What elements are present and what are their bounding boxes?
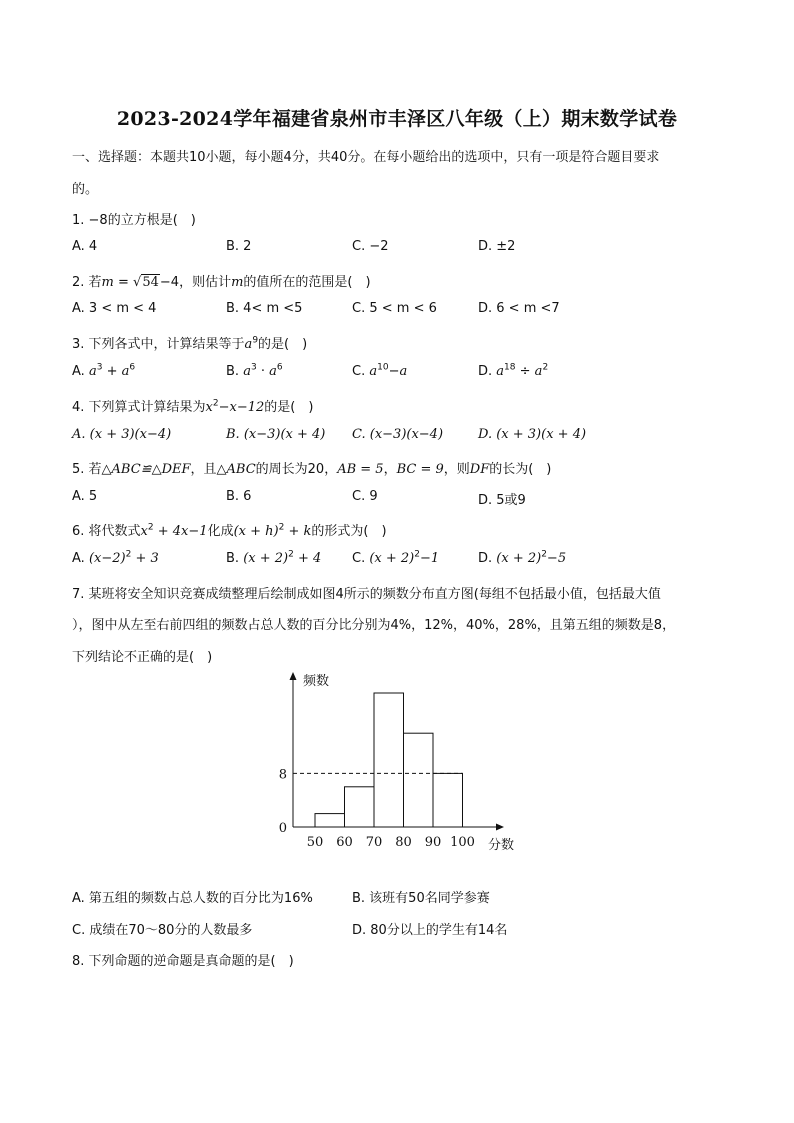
x-tick-labels: [307, 835, 475, 850]
x-tick-label-50: 50: [306, 835, 324, 850]
q6-a-base: (x−2): [88, 551, 126, 566]
q2-eq: =: [113, 275, 134, 290]
q6-expr1-x: x: [140, 524, 148, 539]
y-axis-arrow: [290, 672, 297, 680]
x-tick-label-100: 100: [450, 835, 475, 850]
q6-b-base: (x + 2): [243, 551, 289, 566]
q5-option-a: A. 5: [72, 489, 98, 504]
q6-c-label: C.: [352, 551, 370, 566]
q1-option-d: D. ±2: [478, 239, 516, 254]
question-4-stem: [72, 396, 313, 415]
q5-sep: ，: [383, 462, 397, 477]
x-tick-label-60: 60: [336, 835, 353, 850]
q6-option-a: [72, 551, 159, 566]
q3-d-label: D.: [478, 364, 497, 379]
q3-b-exp1: 3: [250, 362, 257, 373]
q2-option-c: C. 5 < m < 6: [352, 301, 437, 316]
q3-c-base2: a: [399, 364, 408, 379]
q6-option-b: [226, 551, 321, 566]
q7-option-d: D. 80分以上的学生有14名: [352, 923, 508, 938]
q5-bc: BC = 9: [396, 462, 444, 477]
q3-option-c: [352, 364, 407, 379]
q6-b-label: B.: [226, 551, 244, 566]
q3-a-exp1: 3: [96, 362, 103, 373]
histogram-chart: [270, 668, 530, 863]
q3-b-exp2: 6: [276, 362, 283, 373]
q6-option-c: [352, 551, 439, 566]
q1-option-b: B. 2: [226, 239, 252, 254]
q3-a-op: +: [102, 364, 122, 379]
question-5-stem: [72, 458, 551, 477]
question-7-line2: ），图中从左至右前四组的频数占总人数的百分比分别为4%，12%，40%，28%，且第五组的频数是8，: [72, 618, 676, 633]
histogram-bar-90-100: [433, 773, 463, 827]
q6-b-exp: 2: [288, 549, 294, 560]
q4-expr-x: x: [205, 400, 213, 415]
q6-stem-c: 的形式为( ): [311, 524, 387, 539]
q3-stem-a: 3. 下列各式中，计算结果等于: [72, 337, 245, 352]
section-instructions-line2: 的。: [72, 182, 99, 197]
q3-b-op: ·: [256, 364, 270, 379]
q6-a-rest: + 3: [131, 551, 159, 566]
x-axis-arrow: [496, 824, 504, 831]
q6-expr1-exp: 2: [147, 522, 154, 533]
question-8-stem: 8. 下列命题的逆命题是真命题的是( ): [72, 954, 294, 969]
q3-option-d: [478, 364, 548, 379]
q2-rest2: 的值所在的范围是( ): [243, 275, 371, 290]
q5-tri1: △ABC≌△DEF: [101, 462, 191, 477]
q3-b-label: B.: [226, 364, 244, 379]
x-axis-label: 分数: [488, 838, 515, 853]
q3-d-exp2: 2: [542, 362, 549, 373]
section-instructions-line1: 一、选择题：本题共10小题，每小题4分，共40分。在每小题给出的选项中，只有一项是符合题目要求: [72, 150, 660, 165]
y-tick-label-0: 0: [278, 821, 287, 836]
q3-stem-exp: 9: [252, 335, 259, 346]
q5-stem-b: ，且: [190, 462, 217, 477]
y-axis-label: 频数: [303, 674, 330, 689]
q6-expr2-exp: 2: [278, 522, 285, 533]
x-tick-label-80: 80: [395, 835, 412, 850]
question-7-line1: 7. 某班将安全知识竞赛成绩整理后绘制成如图4所示的频数分布直方图(每组不包括最小值，包括最大值: [72, 587, 661, 602]
q2-sqrt: √54: [133, 275, 159, 290]
q6-a-label: A.: [72, 551, 89, 566]
histogram-bar-50-60: [315, 814, 345, 827]
q6-c-rest: −1: [419, 551, 440, 566]
q6-stem-a: 6. 将代数式: [72, 524, 141, 539]
q3-a-exp2: 6: [129, 362, 136, 373]
histogram-bars: [315, 693, 463, 827]
q6-expr2: (x + h): [233, 524, 279, 539]
q3-d-base2: a: [534, 364, 543, 379]
q3-d-base1: a: [496, 364, 505, 379]
q5-ab: AB = 5: [337, 462, 384, 477]
q4-expr-rest: −x−12: [218, 400, 265, 415]
q6-d-base: (x + 2): [496, 551, 542, 566]
q3-b-base1: a: [243, 364, 251, 379]
q7-option-b: B. 该班有50名同学参赛: [352, 891, 490, 906]
q6-c-base: (x + 2): [369, 551, 415, 566]
q2-var-m: m: [101, 275, 114, 290]
q5-tri2: △ABC: [216, 462, 256, 477]
q4-option-b: B. (x−3)(x + 4): [226, 427, 326, 442]
x-tick-label-70: 70: [365, 835, 383, 850]
question-3-stem: [72, 333, 307, 352]
q3-c-base1: a: [369, 364, 378, 379]
q3-option-a: [72, 364, 135, 379]
q4-option-d: D. (x + 3)(x + 4): [478, 427, 587, 442]
q6-expr2-rest: + k: [284, 524, 312, 539]
q3-a-base1: a: [88, 364, 97, 379]
q3-d-exp1: 18: [504, 362, 516, 373]
question-7-line3: 下列结论不正确的是( ): [72, 650, 213, 665]
q5-option-c: C. 9: [352, 489, 378, 504]
q6-b-rest: + 4: [293, 551, 322, 566]
q4-option-a: A. (x + 3)(x−4): [72, 427, 172, 442]
q6-expr1-rest: + 4x−1: [153, 524, 208, 539]
q1-option-a: A. 4: [72, 239, 98, 254]
q2-rest: ，则估计: [179, 275, 232, 290]
q4-expr-exp: 2: [212, 398, 219, 409]
q5-stem-c: 的周长为20，: [255, 462, 338, 477]
q3-d-op: ÷: [515, 364, 535, 379]
question-1-stem: 1. −8的立方根是( ): [72, 213, 196, 228]
q4-option-c: C. (x−3)(x−4): [352, 427, 444, 442]
q2-option-b: B. 4< m <5: [226, 301, 303, 316]
q1-option-c: C. −2: [352, 239, 389, 254]
q4-stem-a: 4. 下列算式计算结果为: [72, 400, 206, 415]
q3-c-label: C.: [352, 364, 370, 379]
x-tick-label-90: 90: [424, 835, 442, 850]
q5-stem-a: 5. 若: [72, 462, 102, 477]
q4-stem-b: 的是( ): [264, 400, 314, 415]
y-tick-label-8: 8: [278, 767, 287, 783]
q2-minus4: −4: [159, 275, 180, 290]
page-title: 2023-2024学年福建省泉州市丰泽区八年级（上）期末数学试卷: [116, 108, 678, 130]
q5-option-d: D. 5或9: [478, 493, 526, 508]
histogram-bar-80-90: [404, 733, 434, 827]
q7-option-a: A. 第五组的频数占总人数的百分比为16%: [72, 891, 313, 906]
question-6-stem: [72, 520, 387, 539]
q3-c-op: −: [388, 364, 400, 379]
q3-a-base2: a: [121, 364, 130, 379]
q6-stem-b: 化成: [207, 524, 234, 539]
q6-d-rest: −5: [546, 551, 567, 566]
q2-radicand: 54: [142, 275, 159, 290]
q2-num: 2. 若: [72, 275, 102, 290]
q3-a-label: A.: [72, 364, 89, 379]
q7-option-c: C. 成绩在70～80分的人数最多: [72, 923, 253, 938]
q3-option-b: [226, 364, 283, 379]
histogram-bar-70-80: [374, 693, 404, 827]
q3-stem-b: 的是( ): [258, 337, 308, 352]
histogram-bar-60-70: [345, 787, 375, 827]
question-2-stem: [72, 271, 371, 290]
q6-a-exp: 2: [125, 549, 132, 560]
q6-c-exp: 2: [414, 549, 420, 560]
q5-df: DF: [469, 462, 490, 477]
q6-d-label: D.: [478, 551, 497, 566]
q6-option-d: [478, 551, 566, 566]
q5-option-b: B. 6: [226, 489, 252, 504]
q3-c-exp1: 10: [377, 362, 389, 373]
q5-stem-d: ，则: [443, 462, 470, 477]
q2-option-d: D. 6 < m <7: [478, 301, 560, 316]
q6-d-exp: 2: [541, 549, 547, 560]
q3-b-base2: a: [269, 364, 277, 379]
q2-option-a: A. 3 < m < 4: [72, 301, 157, 316]
q3-stem-base: a: [244, 337, 253, 352]
q5-stem-e: 的长为( ): [489, 462, 552, 477]
q2-rest-m: m: [231, 275, 244, 290]
